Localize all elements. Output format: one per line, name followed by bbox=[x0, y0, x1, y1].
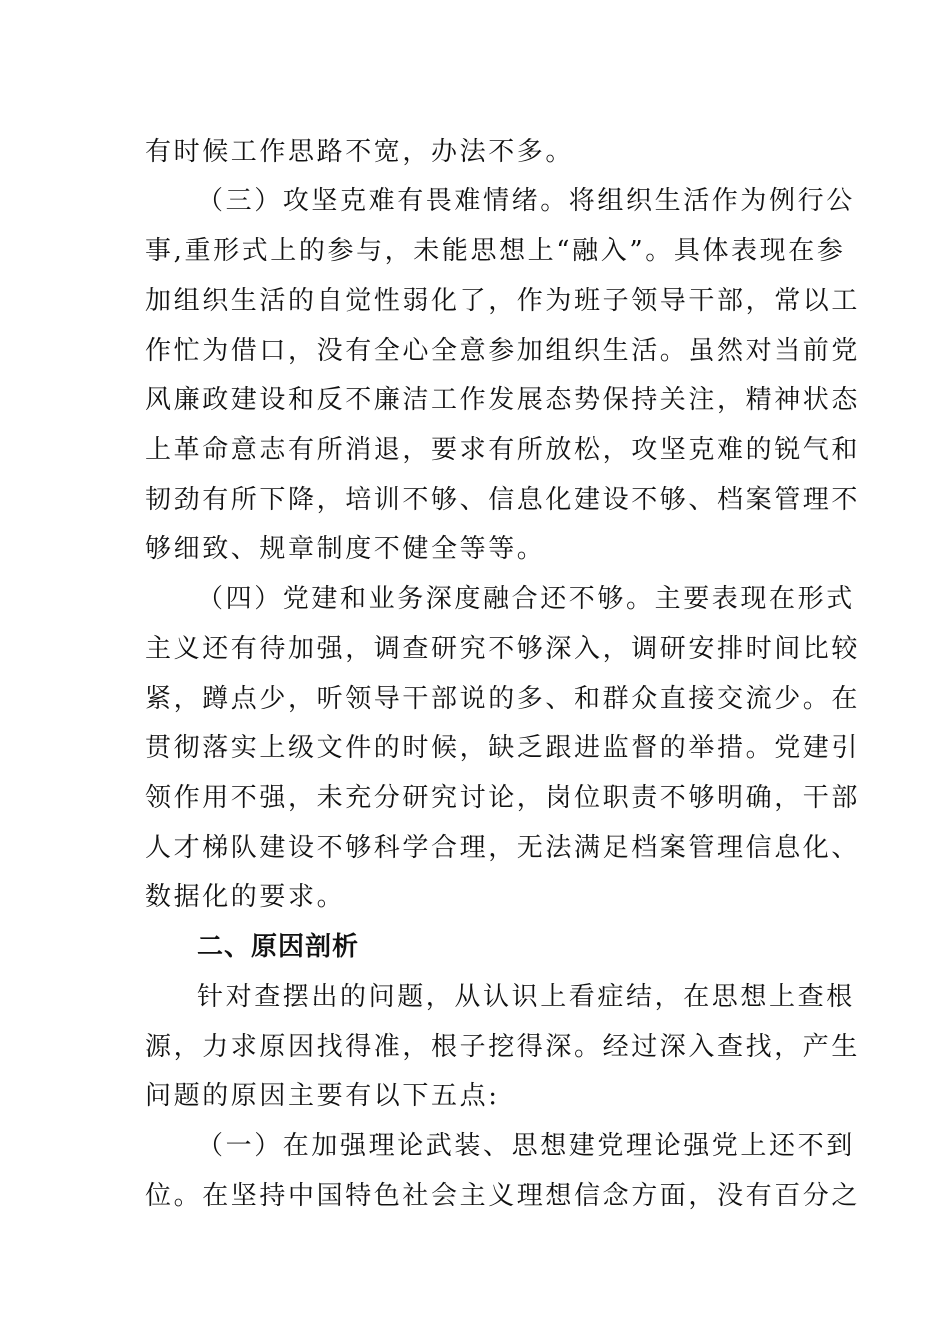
paragraph-3-line-4: 作忙为借口，没有全心全意参加组织生活。虽然对当前党 bbox=[145, 336, 861, 366]
paragraph-3-line-3: 加组织生活的自觉性弱化了，作为班子领导干部，常以工 bbox=[145, 286, 861, 316]
paragraph-3-line-8: 够细致、规章制度不健全等等。 bbox=[145, 534, 546, 564]
paragraph-4-line-2: 主义还有待加强，调查研究不够深入，调研安排时间比较 bbox=[145, 634, 861, 664]
paragraph-4-line-4: 贯彻落实上级文件的时候，缺乏跟进监督的举措。党建引 bbox=[145, 733, 861, 763]
paragraph-5-line-1: 针对查摆出的问题，从认识上看症结，在思想上查根 bbox=[197, 982, 855, 1012]
text-line-1: 有时候工作思路不宽，办法不多。 bbox=[145, 137, 575, 167]
paragraph-3-line-1: （三）攻坚克难有畏难情绪。将组织生活作为例行公 bbox=[197, 186, 855, 216]
paragraph-3-line-7: 韧劲有所下降，培训不够、信息化建设不够、档案管理不 bbox=[145, 485, 861, 515]
paragraph-3-line-5: 风廉政建设和反不廉洁工作发展态势保持关注，精神状态 bbox=[145, 385, 861, 415]
section-heading-cause-analysis: 二、原因剖析 bbox=[197, 932, 360, 962]
paragraph-3-line-2: 事,重形式上的参与，未能思想上“融入”。具体表现在参 bbox=[145, 236, 846, 266]
paragraph-5-line-3: 问题的原因主要有以下五点: bbox=[145, 1081, 500, 1111]
paragraph-4-line-5: 领作用不强，未充分研究讨论，岗位职责不够明确，干部 bbox=[145, 783, 861, 813]
paragraph-4-line-1: （四）党建和业务深度融合还不够。主要表现在形式 bbox=[197, 584, 855, 614]
paragraph-4-line-3: 紧，蹲点少，听领导干部说的多、和群众直接交流少。在 bbox=[145, 684, 861, 714]
paragraph-3-line-6: 上革命意志有所消退，要求有所放松，攻坚克难的锐气和 bbox=[145, 435, 861, 465]
paragraph-4-line-7: 数据化的要求。 bbox=[145, 882, 346, 912]
paragraph-5-line-2: 源，力求原因找得准，根子挖得深。经过深入查找，产生 bbox=[145, 1032, 861, 1062]
paragraph-6-line-2: 位。在坚持中国特色社会主义理想信念方面，没有百分之 bbox=[145, 1181, 861, 1211]
paragraph-4-line-6: 人才梯队建设不够科学合理，无法满足档案管理信息化、 bbox=[145, 833, 861, 863]
paragraph-6-line-1: （一）在加强理论武装、思想建党理论强党上还不到 bbox=[197, 1131, 855, 1161]
